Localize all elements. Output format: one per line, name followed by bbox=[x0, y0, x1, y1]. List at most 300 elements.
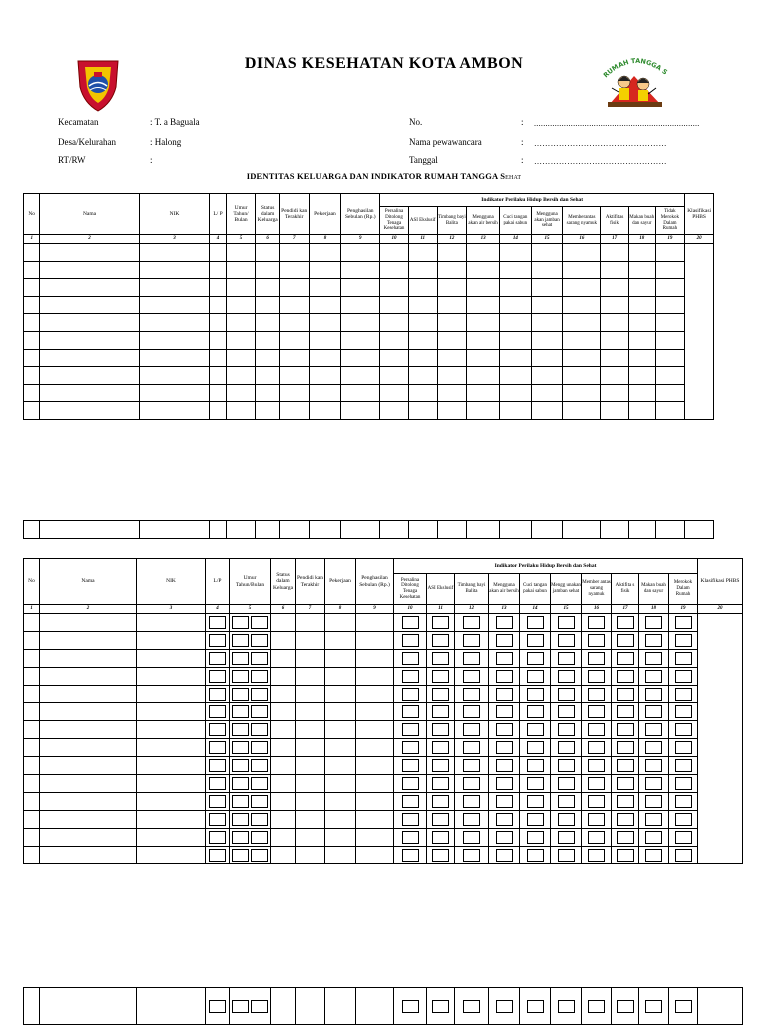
entry-cell[interactable] bbox=[24, 279, 40, 297]
entry-cell[interactable] bbox=[226, 367, 256, 385]
entry-cell[interactable] bbox=[628, 384, 655, 402]
entry-cell[interactable] bbox=[325, 775, 356, 793]
entry-cell[interactable] bbox=[520, 828, 551, 846]
entry-cell[interactable] bbox=[437, 244, 467, 262]
checkbox[interactable] bbox=[209, 705, 226, 718]
entry-cell[interactable] bbox=[582, 828, 612, 846]
checkbox[interactable] bbox=[432, 813, 449, 826]
entry-cell[interactable] bbox=[230, 703, 271, 721]
checkbox[interactable] bbox=[432, 723, 449, 736]
entry-cell[interactable] bbox=[489, 667, 520, 685]
entry-cell[interactable] bbox=[230, 721, 271, 739]
checkbox[interactable] bbox=[527, 616, 544, 629]
entry-cell[interactable] bbox=[139, 384, 210, 402]
entry-cell[interactable] bbox=[520, 614, 551, 632]
entry-cell[interactable] bbox=[309, 521, 341, 539]
checkbox[interactable] bbox=[432, 795, 449, 808]
entry-cell[interactable] bbox=[427, 631, 455, 649]
checkbox[interactable] bbox=[232, 670, 249, 683]
entry-cell[interactable] bbox=[256, 296, 280, 314]
entry-cell[interactable] bbox=[271, 775, 296, 793]
entry-cell[interactable] bbox=[455, 757, 489, 775]
checkbox[interactable] bbox=[645, 831, 662, 844]
entry-cell[interactable] bbox=[489, 757, 520, 775]
entry-cell[interactable] bbox=[271, 631, 296, 649]
checkbox[interactable] bbox=[232, 616, 249, 629]
entry-cell[interactable] bbox=[24, 631, 40, 649]
entry-cell[interactable] bbox=[24, 367, 40, 385]
entry-cell[interactable] bbox=[24, 649, 40, 667]
entry-cell[interactable] bbox=[427, 988, 455, 1025]
entry-cell[interactable] bbox=[40, 828, 137, 846]
checkbox[interactable] bbox=[645, 849, 662, 862]
checkbox[interactable] bbox=[588, 688, 605, 701]
entry-cell[interactable] bbox=[427, 667, 455, 685]
entry-cell[interactable] bbox=[467, 367, 500, 385]
entry-cell[interactable] bbox=[437, 296, 467, 314]
checkbox[interactable] bbox=[463, 741, 480, 754]
entry-cell[interactable] bbox=[551, 631, 582, 649]
checkbox[interactable] bbox=[209, 723, 226, 736]
entry-cell[interactable] bbox=[341, 521, 380, 539]
entry-cell[interactable] bbox=[271, 792, 296, 810]
checkbox[interactable] bbox=[463, 723, 480, 736]
entry-cell[interactable] bbox=[325, 739, 356, 757]
entry-cell[interactable] bbox=[226, 279, 256, 297]
checkbox[interactable] bbox=[527, 634, 544, 647]
entry-cell[interactable] bbox=[582, 810, 612, 828]
checkbox[interactable] bbox=[463, 688, 480, 701]
entry-cell[interactable] bbox=[325, 721, 356, 739]
entry-cell[interactable] bbox=[499, 244, 531, 262]
entry-cell[interactable] bbox=[563, 244, 601, 262]
entry-cell[interactable] bbox=[279, 314, 309, 332]
klasifikasi-cell[interactable] bbox=[698, 988, 743, 1025]
entry-cell[interactable] bbox=[601, 296, 629, 314]
checkbox[interactable] bbox=[645, 688, 662, 701]
entry-cell[interactable] bbox=[137, 614, 206, 632]
entry-cell[interactable] bbox=[325, 828, 356, 846]
checkbox[interactable] bbox=[645, 705, 662, 718]
entry-cell[interactable] bbox=[612, 757, 639, 775]
entry-cell[interactable] bbox=[467, 314, 500, 332]
entry-cell[interactable] bbox=[563, 331, 601, 349]
entry-cell[interactable] bbox=[137, 685, 206, 703]
checkbox[interactable] bbox=[251, 795, 268, 808]
entry-cell[interactable] bbox=[210, 279, 226, 297]
entry-cell[interactable] bbox=[380, 384, 409, 402]
checkbox[interactable] bbox=[209, 688, 226, 701]
entry-cell[interactable] bbox=[531, 521, 563, 539]
entry-cell[interactable] bbox=[40, 846, 137, 864]
checkbox[interactable] bbox=[251, 634, 268, 647]
entry-cell[interactable] bbox=[628, 521, 655, 539]
entry-cell[interactable] bbox=[394, 703, 427, 721]
entry-cell[interactable] bbox=[394, 649, 427, 667]
checkbox[interactable] bbox=[463, 813, 480, 826]
checkbox[interactable] bbox=[675, 1000, 692, 1013]
entry-cell[interactable] bbox=[467, 296, 500, 314]
entry-cell[interactable] bbox=[531, 402, 563, 420]
checkbox[interactable] bbox=[463, 849, 480, 862]
entry-cell[interactable] bbox=[427, 846, 455, 864]
entry-cell[interactable] bbox=[427, 649, 455, 667]
entry-cell[interactable] bbox=[455, 703, 489, 721]
entry-cell[interactable] bbox=[551, 846, 582, 864]
checkbox[interactable] bbox=[209, 741, 226, 754]
entry-cell[interactable] bbox=[427, 810, 455, 828]
entry-cell[interactable] bbox=[489, 792, 520, 810]
checkbox[interactable] bbox=[617, 849, 634, 862]
entry-cell[interactable] bbox=[437, 521, 467, 539]
checkbox[interactable] bbox=[558, 723, 575, 736]
entry-cell[interactable] bbox=[226, 521, 256, 539]
entry-cell[interactable] bbox=[137, 846, 206, 864]
entry-cell[interactable] bbox=[356, 988, 394, 1025]
entry-cell[interactable] bbox=[563, 402, 601, 420]
entry-cell[interactable] bbox=[394, 988, 427, 1025]
entry-cell[interactable] bbox=[437, 367, 467, 385]
checkbox[interactable] bbox=[251, 741, 268, 754]
entry-cell[interactable] bbox=[309, 402, 341, 420]
entry-cell[interactable] bbox=[40, 402, 139, 420]
checkbox[interactable] bbox=[675, 688, 692, 701]
checkbox[interactable] bbox=[251, 759, 268, 772]
entry-cell[interactable] bbox=[139, 521, 210, 539]
checkbox[interactable] bbox=[645, 759, 662, 772]
entry-cell[interactable] bbox=[489, 810, 520, 828]
checkbox[interactable] bbox=[675, 616, 692, 629]
entry-cell[interactable] bbox=[210, 349, 226, 367]
entry-cell[interactable] bbox=[256, 331, 280, 349]
entry-cell[interactable] bbox=[655, 521, 685, 539]
entry-cell[interactable] bbox=[489, 721, 520, 739]
entry-cell[interactable] bbox=[137, 828, 206, 846]
checkbox[interactable] bbox=[209, 652, 226, 665]
checkbox[interactable] bbox=[558, 634, 575, 647]
entry-cell[interactable] bbox=[563, 521, 601, 539]
entry-cell[interactable] bbox=[309, 296, 341, 314]
entry-cell[interactable] bbox=[230, 810, 271, 828]
checkbox[interactable] bbox=[432, 688, 449, 701]
checkbox[interactable] bbox=[432, 616, 449, 629]
entry-cell[interactable] bbox=[467, 349, 500, 367]
checkbox[interactable] bbox=[251, 688, 268, 701]
entry-cell[interactable] bbox=[325, 988, 356, 1025]
entry-cell[interactable] bbox=[40, 331, 139, 349]
checkbox[interactable] bbox=[251, 1000, 268, 1013]
checkbox[interactable] bbox=[617, 688, 634, 701]
checkbox[interactable] bbox=[432, 652, 449, 665]
entry-cell[interactable] bbox=[551, 614, 582, 632]
checkbox[interactable] bbox=[496, 777, 513, 790]
entry-cell[interactable] bbox=[601, 402, 629, 420]
entry-cell[interactable] bbox=[455, 685, 489, 703]
checkbox[interactable] bbox=[617, 813, 634, 826]
checkbox[interactable] bbox=[432, 777, 449, 790]
entry-cell[interactable] bbox=[271, 757, 296, 775]
entry-cell[interactable] bbox=[437, 331, 467, 349]
entry-cell[interactable] bbox=[551, 649, 582, 667]
checkbox[interactable] bbox=[645, 741, 662, 754]
entry-cell[interactable] bbox=[489, 775, 520, 793]
entry-cell[interactable] bbox=[427, 685, 455, 703]
entry-cell[interactable] bbox=[455, 667, 489, 685]
entry-cell[interactable] bbox=[24, 331, 40, 349]
entry-cell[interactable] bbox=[40, 739, 137, 757]
entry-cell[interactable] bbox=[437, 402, 467, 420]
entry-cell[interactable] bbox=[467, 244, 500, 262]
checkbox[interactable] bbox=[558, 795, 575, 808]
entry-cell[interactable] bbox=[427, 614, 455, 632]
entry-cell[interactable] bbox=[437, 314, 467, 332]
entry-cell[interactable] bbox=[628, 349, 655, 367]
klasifikasi-cell[interactable] bbox=[698, 614, 743, 864]
checkbox[interactable] bbox=[232, 705, 249, 718]
checkbox[interactable] bbox=[463, 634, 480, 647]
checkbox[interactable] bbox=[432, 670, 449, 683]
entry-cell[interactable] bbox=[380, 279, 409, 297]
entry-cell[interactable] bbox=[226, 349, 256, 367]
entry-cell[interactable] bbox=[408, 402, 437, 420]
entry-cell[interactable] bbox=[296, 810, 325, 828]
checkbox[interactable] bbox=[527, 795, 544, 808]
entry-cell[interactable] bbox=[612, 775, 639, 793]
checkbox[interactable] bbox=[463, 1000, 480, 1013]
entry-cell[interactable] bbox=[499, 384, 531, 402]
checkbox[interactable] bbox=[645, 634, 662, 647]
checkbox[interactable] bbox=[496, 795, 513, 808]
checkbox[interactable] bbox=[496, 634, 513, 647]
checkbox[interactable] bbox=[496, 831, 513, 844]
checkbox[interactable] bbox=[432, 1000, 449, 1013]
entry-cell[interactable] bbox=[455, 649, 489, 667]
entry-cell[interactable] bbox=[341, 296, 380, 314]
checkbox[interactable] bbox=[402, 652, 419, 665]
checkbox[interactable] bbox=[209, 670, 226, 683]
entry-cell[interactable] bbox=[230, 792, 271, 810]
entry-cell[interactable] bbox=[309, 331, 341, 349]
checkbox[interactable] bbox=[209, 1000, 226, 1013]
entry-cell[interactable] bbox=[206, 721, 230, 739]
entry-cell[interactable] bbox=[455, 828, 489, 846]
entry-cell[interactable] bbox=[394, 631, 427, 649]
checkbox[interactable] bbox=[402, 777, 419, 790]
checkbox[interactable] bbox=[617, 1000, 634, 1013]
entry-cell[interactable] bbox=[210, 367, 226, 385]
entry-cell[interactable] bbox=[40, 279, 139, 297]
entry-cell[interactable] bbox=[499, 331, 531, 349]
checkbox[interactable] bbox=[251, 616, 268, 629]
entry-cell[interactable] bbox=[639, 739, 669, 757]
entry-cell[interactable] bbox=[210, 296, 226, 314]
entry-cell[interactable] bbox=[325, 810, 356, 828]
entry-cell[interactable] bbox=[137, 792, 206, 810]
checkbox[interactable] bbox=[463, 705, 480, 718]
entry-cell[interactable] bbox=[669, 792, 698, 810]
entry-cell[interactable] bbox=[271, 846, 296, 864]
entry-cell[interactable] bbox=[628, 279, 655, 297]
entry-cell[interactable] bbox=[563, 261, 601, 279]
entry-cell[interactable] bbox=[520, 775, 551, 793]
entry-cell[interactable] bbox=[467, 402, 500, 420]
entry-cell[interactable] bbox=[206, 703, 230, 721]
checkbox[interactable] bbox=[617, 777, 634, 790]
entry-cell[interactable] bbox=[639, 792, 669, 810]
entry-cell[interactable] bbox=[489, 685, 520, 703]
checkbox[interactable] bbox=[617, 705, 634, 718]
entry-cell[interactable] bbox=[551, 739, 582, 757]
entry-cell[interactable] bbox=[341, 384, 380, 402]
entry-cell[interactable] bbox=[655, 279, 685, 297]
entry-cell[interactable] bbox=[380, 331, 409, 349]
entry-cell[interactable] bbox=[551, 792, 582, 810]
entry-cell[interactable] bbox=[669, 631, 698, 649]
entry-cell[interactable] bbox=[427, 703, 455, 721]
entry-cell[interactable] bbox=[24, 349, 40, 367]
entry-cell[interactable] bbox=[499, 521, 531, 539]
entry-cell[interactable] bbox=[356, 739, 394, 757]
entry-cell[interactable] bbox=[408, 296, 437, 314]
checkbox[interactable] bbox=[527, 813, 544, 826]
entry-cell[interactable] bbox=[40, 703, 137, 721]
checkbox[interactable] bbox=[527, 741, 544, 754]
entry-cell[interactable] bbox=[427, 792, 455, 810]
entry-cell[interactable] bbox=[655, 349, 685, 367]
checkbox[interactable] bbox=[527, 670, 544, 683]
entry-cell[interactable] bbox=[226, 296, 256, 314]
entry-cell[interactable] bbox=[296, 792, 325, 810]
checkbox[interactable] bbox=[496, 741, 513, 754]
entry-cell[interactable] bbox=[520, 988, 551, 1025]
entry-cell[interactable] bbox=[226, 331, 256, 349]
klasifikasi-cell[interactable] bbox=[685, 244, 714, 420]
entry-cell[interactable] bbox=[230, 828, 271, 846]
entry-cell[interactable] bbox=[655, 296, 685, 314]
entry-cell[interactable] bbox=[628, 261, 655, 279]
entry-cell[interactable] bbox=[210, 331, 226, 349]
entry-cell[interactable] bbox=[24, 988, 40, 1025]
entry-cell[interactable] bbox=[137, 810, 206, 828]
entry-cell[interactable] bbox=[139, 402, 210, 420]
entry-cell[interactable] bbox=[356, 792, 394, 810]
entry-cell[interactable] bbox=[137, 703, 206, 721]
checkbox[interactable] bbox=[402, 670, 419, 683]
entry-cell[interactable] bbox=[296, 739, 325, 757]
checkbox[interactable] bbox=[675, 705, 692, 718]
checkbox[interactable] bbox=[402, 688, 419, 701]
entry-cell[interactable] bbox=[380, 296, 409, 314]
entry-cell[interactable] bbox=[296, 649, 325, 667]
entry-cell[interactable] bbox=[356, 631, 394, 649]
entry-cell[interactable] bbox=[296, 775, 325, 793]
entry-cell[interactable] bbox=[230, 685, 271, 703]
entry-cell[interactable] bbox=[40, 775, 137, 793]
entry-cell[interactable] bbox=[612, 703, 639, 721]
entry-cell[interactable] bbox=[271, 703, 296, 721]
checkbox[interactable] bbox=[527, 777, 544, 790]
entry-cell[interactable] bbox=[256, 402, 280, 420]
checkbox[interactable] bbox=[645, 795, 662, 808]
entry-cell[interactable] bbox=[325, 667, 356, 685]
entry-cell[interactable] bbox=[601, 367, 629, 385]
entry-cell[interactable] bbox=[40, 349, 139, 367]
checkbox[interactable] bbox=[558, 616, 575, 629]
entry-cell[interactable] bbox=[24, 739, 40, 757]
entry-cell[interactable] bbox=[256, 384, 280, 402]
checkbox[interactable] bbox=[558, 759, 575, 772]
checkbox[interactable] bbox=[617, 759, 634, 772]
entry-cell[interactable] bbox=[628, 314, 655, 332]
entry-cell[interactable] bbox=[601, 384, 629, 402]
entry-cell[interactable] bbox=[531, 244, 563, 262]
checkbox[interactable] bbox=[617, 795, 634, 808]
checkbox[interactable] bbox=[432, 705, 449, 718]
checkbox[interactable] bbox=[675, 670, 692, 683]
entry-cell[interactable] bbox=[256, 279, 280, 297]
entry-cell[interactable] bbox=[325, 614, 356, 632]
checkbox[interactable] bbox=[645, 723, 662, 736]
entry-cell[interactable] bbox=[408, 261, 437, 279]
entry-cell[interactable] bbox=[271, 685, 296, 703]
entry-cell[interactable] bbox=[226, 384, 256, 402]
entry-cell[interactable] bbox=[137, 631, 206, 649]
checkbox[interactable] bbox=[675, 723, 692, 736]
entry-cell[interactable] bbox=[408, 244, 437, 262]
checkbox[interactable] bbox=[588, 831, 605, 844]
checkbox[interactable] bbox=[496, 688, 513, 701]
checkbox[interactable] bbox=[588, 1000, 605, 1013]
entry-cell[interactable] bbox=[499, 296, 531, 314]
entry-cell[interactable] bbox=[612, 631, 639, 649]
entry-cell[interactable] bbox=[309, 314, 341, 332]
entry-cell[interactable] bbox=[563, 367, 601, 385]
entry-cell[interactable] bbox=[309, 279, 341, 297]
entry-cell[interactable] bbox=[582, 614, 612, 632]
entry-cell[interactable] bbox=[612, 685, 639, 703]
entry-cell[interactable] bbox=[489, 703, 520, 721]
checkbox[interactable] bbox=[527, 723, 544, 736]
entry-cell[interactable] bbox=[563, 279, 601, 297]
checkbox[interactable] bbox=[209, 759, 226, 772]
checkbox[interactable] bbox=[251, 831, 268, 844]
entry-cell[interactable] bbox=[271, 614, 296, 632]
checkbox[interactable] bbox=[232, 741, 249, 754]
checkbox[interactable] bbox=[232, 759, 249, 772]
entry-cell[interactable] bbox=[639, 614, 669, 632]
entry-cell[interactable] bbox=[628, 402, 655, 420]
checkbox[interactable] bbox=[675, 634, 692, 647]
entry-cell[interactable] bbox=[639, 846, 669, 864]
entry-cell[interactable] bbox=[601, 261, 629, 279]
entry-cell[interactable] bbox=[24, 792, 40, 810]
entry-cell[interactable] bbox=[40, 649, 137, 667]
entry-cell[interactable] bbox=[256, 349, 280, 367]
entry-cell[interactable] bbox=[582, 739, 612, 757]
checkbox[interactable] bbox=[645, 1000, 662, 1013]
entry-cell[interactable] bbox=[467, 384, 500, 402]
checkbox[interactable] bbox=[209, 795, 226, 808]
entry-cell[interactable] bbox=[639, 667, 669, 685]
entry-cell[interactable] bbox=[356, 703, 394, 721]
entry-cell[interactable] bbox=[279, 367, 309, 385]
entry-cell[interactable] bbox=[582, 846, 612, 864]
no-field[interactable]: ........................................................................ bbox=[534, 119, 700, 128]
entry-cell[interactable] bbox=[520, 703, 551, 721]
checkbox[interactable] bbox=[617, 616, 634, 629]
checkbox[interactable] bbox=[588, 813, 605, 826]
entry-cell[interactable] bbox=[356, 757, 394, 775]
